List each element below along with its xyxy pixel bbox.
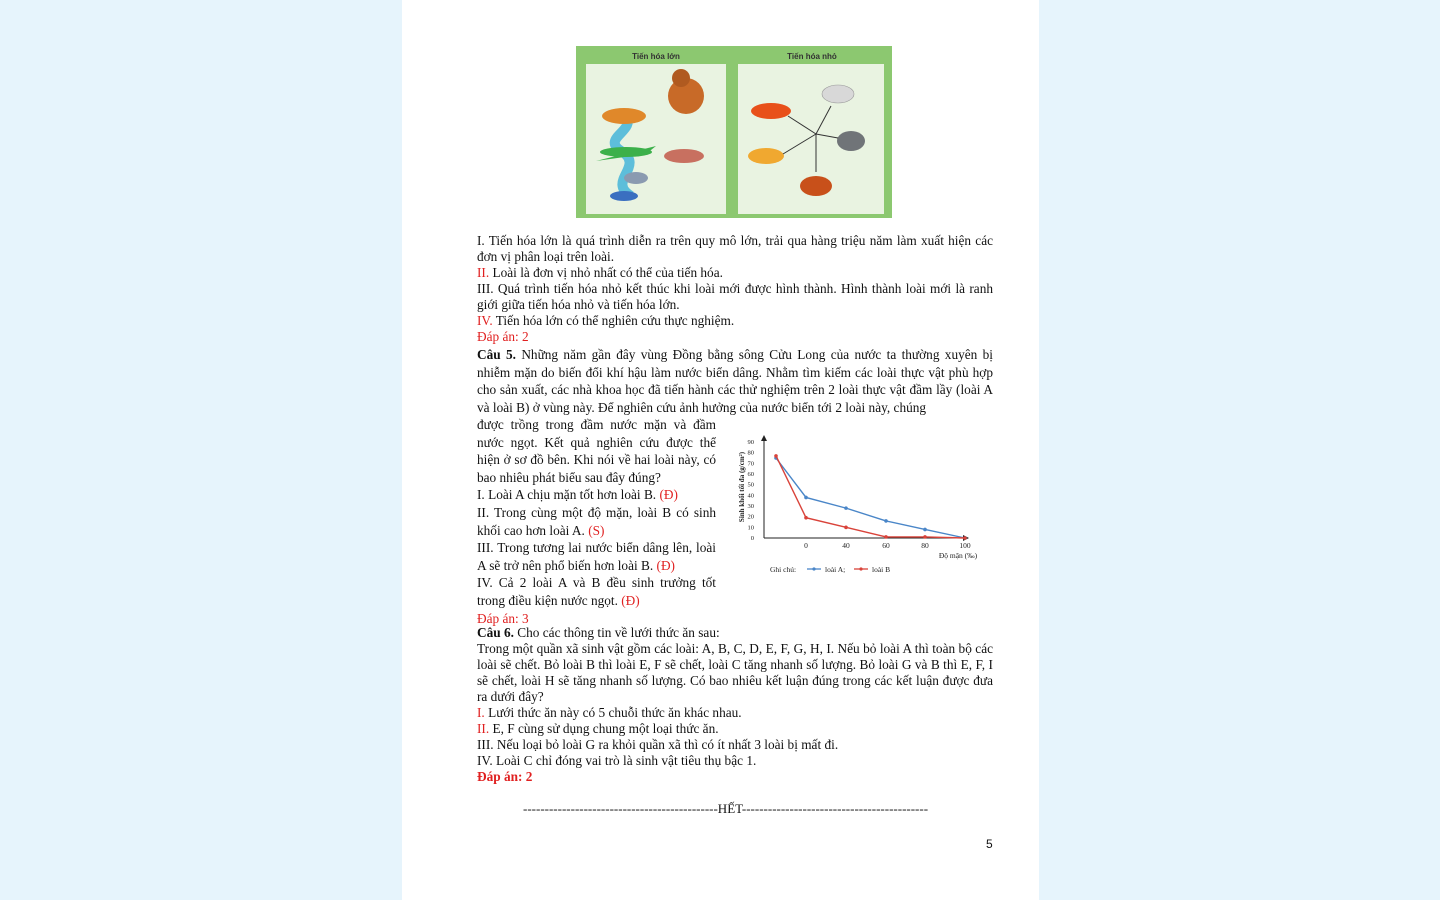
q6-answer: Đáp án: 2 xyxy=(477,769,533,784)
q4-statement-2-text: Loài là đơn vị nhỏ nhất có thể của tiến hóa. xyxy=(489,265,723,280)
legend-prefix: Ghi chú: xyxy=(770,565,797,574)
salinity-chart xyxy=(732,428,992,583)
x-tick-label: 60 xyxy=(882,541,890,550)
q6-statement-1-text: Lưới thức ăn này có 5 chuỗi thức ăn khác nhau. xyxy=(484,705,742,720)
q5-statement-3 xyxy=(477,539,716,574)
q5-statement-1-mark: (Đ) xyxy=(659,487,678,503)
q4-answer: Đáp án: 2 xyxy=(477,329,529,344)
legend-label: loài B xyxy=(872,565,891,574)
q5-answer: Đáp án: 3 xyxy=(477,610,529,626)
q6-statement-2 xyxy=(477,721,993,737)
q4-statement-2-number: II. xyxy=(477,265,490,280)
y-tick-label: 50 xyxy=(747,481,754,489)
q5-statement-4-text: IV. Cả 2 loài A và B đều sinh trưởng tốt trong điều kiện nước ngọt. xyxy=(477,575,716,608)
q5-intro-text: Những năm gần đây vùng Đồng bằng sông Cửu Long của nước ta thường xuyên bị nhiễm mặn do biến đổi khí hậu làm nước biển dâng. Nhằm tìm kiếm các loài thực vật phù hợp cho sản xuất, các nhà khoa học đã tiến hành các thử nghiệm trên 2 loài thực vật đầm lầy (loài A và loài B) ở vùng này. Để nghiên cứu ảnh hưởng của nước biển tới 2 loài này, chúng xyxy=(477,347,993,415)
q6-statement-2-number: II. xyxy=(477,721,490,736)
chart-legend xyxy=(770,565,890,574)
y-tick-label: 40 xyxy=(747,492,754,500)
y-axis-label: Sinh khối tối đa (g/cm²) xyxy=(738,451,746,523)
q5-statement-1-text: I. Loài A chịu mặn tốt hơn loài B. xyxy=(477,487,660,503)
data-point xyxy=(923,528,927,532)
question-5-column xyxy=(477,416,716,627)
data-point xyxy=(923,535,927,539)
q6-statement-2-text: E, F cùng sử dụng chung một loại thức ăn. xyxy=(489,721,719,736)
question-4-block xyxy=(477,233,993,345)
q6-intro-text: Cho các thông tin về lưới thức ăn sau: xyxy=(513,625,720,640)
document-page xyxy=(402,0,1039,900)
q6-statement-1 xyxy=(477,705,993,721)
data-point xyxy=(963,536,967,540)
page-number: 5 xyxy=(986,837,993,851)
question-5-intro xyxy=(477,346,993,416)
q4-statement-2 xyxy=(477,265,993,281)
data-point xyxy=(884,519,888,523)
q6-statement-4: IV. Loài C chỉ đóng vai trò là sinh vật tiêu thụ bậc 1. xyxy=(477,753,757,768)
legend-label: loài A; xyxy=(825,565,846,574)
q4-statement-3: III. Quá trình tiến hóa nhỏ kết thúc khi loài mới được hình thành. Hình thành loài mới là ranh giới giữa tiến hóa nhỏ và tiến hóa lớn. xyxy=(477,281,993,312)
data-point xyxy=(884,535,888,539)
data-point xyxy=(844,526,848,530)
q6-body: Trong một quần xã sinh vật gồm các loài: A, B, C, D, E, F, G, H, I. Nếu bỏ loài A thì toàn bộ các loài sẽ chết. Bỏ loài B thì loài E, F sẽ chết, loài C tăng nhanh số lượng. Bỏ loài G và B thì E, F, I sẽ chết, loài H sẽ tăng nhanh số lượng. Có bao nhiêu kết luận đúng trong các kết luận được đưa ra dưới đây? xyxy=(477,641,993,704)
q5-statement-4-mark: (Đ) xyxy=(621,592,640,608)
q5-statement-4 xyxy=(477,574,716,609)
q5-statement-3-text: III. Trong tương lai nước biển dâng lên, loài A sẽ trở nên phổ biến hơn loài B. xyxy=(477,540,716,573)
q6-intro xyxy=(477,625,993,641)
q4-statement-4-text: Tiến hóa lớn có thể nghiên cứu thực nghiệm. xyxy=(492,313,735,328)
data-point xyxy=(774,454,778,458)
data-point xyxy=(804,516,808,520)
q6-label: Câu 6. xyxy=(477,625,514,640)
x-axis-label: Độ mặn (‰) xyxy=(938,551,978,560)
y-tick-label: 70 xyxy=(747,460,754,468)
q5-intro-continued: được trồng trong đầm nước mặn và đầm nước ngọt. Kết quả nghiên cứu được thể hiện ở sơ đồ bên. Khi nói về hai loài này, có bao nhiêu phát biểu sau đây đúng? xyxy=(477,417,716,485)
legend-marker xyxy=(812,567,815,570)
question-6-block xyxy=(477,625,993,785)
figure-title-micro: Tiến hóa nhỏ xyxy=(787,52,837,61)
figure-title-macro: Tiến hóa lớn xyxy=(632,52,680,61)
y-tick-label: 80 xyxy=(747,449,754,457)
x-tick-label: 40 xyxy=(842,541,850,550)
q5-intro xyxy=(477,346,993,416)
q6-statement-1-number: I. xyxy=(477,705,485,720)
chart-marks xyxy=(774,454,967,540)
q4-statement-4-number: IV. xyxy=(477,313,493,328)
q5-statement-2 xyxy=(477,504,716,539)
q4-statement-4 xyxy=(477,313,993,329)
q6-statement-3: III. Nếu loại bỏ loài G ra khỏi quần xã thì có ít nhất 3 loài bị mất đi. xyxy=(477,737,839,752)
y-tick-label: 90 xyxy=(747,439,754,446)
q5-statement-3-mark: (Đ) xyxy=(656,557,675,573)
data-point xyxy=(804,496,808,500)
q5-label: Câu 5. xyxy=(477,347,516,362)
y-tick-label: 0 xyxy=(750,535,754,542)
x-tick-label: 0 xyxy=(804,541,808,550)
chart-axes xyxy=(738,435,978,560)
q4-statement-1: I. Tiến hóa lớn là quá trình diễn ra trên quy mô lớn, trải qua hàng triệu năm làm xuất hiện các đơn vị phân loại trên loài. xyxy=(477,233,993,264)
y-axis-arrow xyxy=(761,435,767,441)
q5-statement-2-text: II. Trong cùng một độ mặn, loài B có sinh khối cao hơn loài A. xyxy=(477,504,716,538)
q5-statement-1 xyxy=(477,486,716,504)
evolution-figure xyxy=(576,46,892,218)
x-tick-label: 80 xyxy=(921,541,929,550)
y-tick-label: 30 xyxy=(747,503,754,510)
y-tick-label: 60 xyxy=(747,471,754,478)
q5-statement-2-mark: (S) xyxy=(588,522,605,538)
y-tick-label: 10 xyxy=(747,524,754,532)
y-tick-label: 20 xyxy=(747,513,754,521)
x-tick-label: 100 xyxy=(959,541,971,550)
data-point xyxy=(844,506,848,510)
legend-marker xyxy=(859,567,862,570)
end-mark: ---------------------------------------------HẾT------------------------------------------- xyxy=(523,801,929,816)
